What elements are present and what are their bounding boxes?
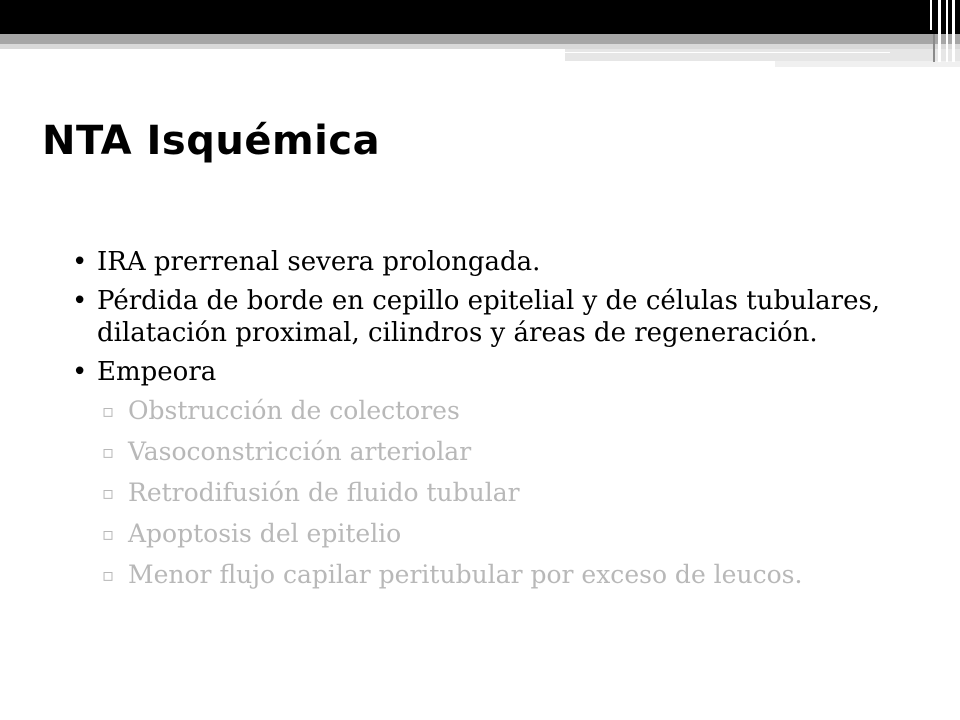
subbullet-item [72, 477, 932, 509]
header-thin-line [565, 52, 890, 53]
subbullet-text: Obstrucción de colectores [128, 396, 460, 425]
square-bullet-icon: ▫ [102, 565, 115, 586]
bullet-item [72, 356, 932, 388]
header-stripe [938, 0, 941, 62]
bullet-text: Empeora [97, 357, 217, 387]
subbullet-item [72, 559, 932, 591]
header-black-bar [0, 0, 960, 34]
square-bullet-icon: ▫ [102, 442, 115, 463]
header-stripe [952, 0, 955, 62]
bullet-text: IRA prerrenal severa prolongada. [97, 247, 541, 277]
subbullet-item [72, 436, 932, 468]
header-step-bar [565, 49, 960, 61]
bullet-text: Pérdida de borde en cepillo epitelial y de células tubulares, dilatación proximal, cilindros y áreas de regeneración. [97, 286, 881, 348]
bullet-item [72, 246, 932, 278]
subbullet-text: Menor flujo capilar peritubular por exceso de leucos. [128, 560, 803, 589]
square-bullet-icon: ▫ [102, 401, 115, 422]
square-bullet-icon: ▫ [102, 524, 115, 545]
subbullet-list [72, 395, 932, 591]
subbullet-text: Apoptosis del epitelio [128, 519, 402, 548]
bullet-icon: • [72, 286, 88, 316]
slide-title: NTA Isquémica [42, 118, 381, 164]
subbullet-text: Retrodifusión de fluido tubular [128, 478, 520, 507]
subbullet-item [72, 518, 932, 550]
slide-body [72, 246, 932, 600]
header-stripe [946, 0, 948, 62]
header-stripe [930, 0, 932, 30]
bullet-icon: • [72, 247, 88, 277]
subbullet-item [72, 395, 932, 427]
bullet-item [72, 285, 932, 349]
header-grey-bar [0, 34, 960, 44]
subbullet-text: Vasoconstricción arteriolar [128, 437, 472, 466]
square-bullet-icon: ▫ [102, 483, 115, 504]
bullet-icon: • [72, 357, 88, 387]
header-stripe-dark [933, 34, 935, 62]
bullet-list [72, 246, 932, 388]
